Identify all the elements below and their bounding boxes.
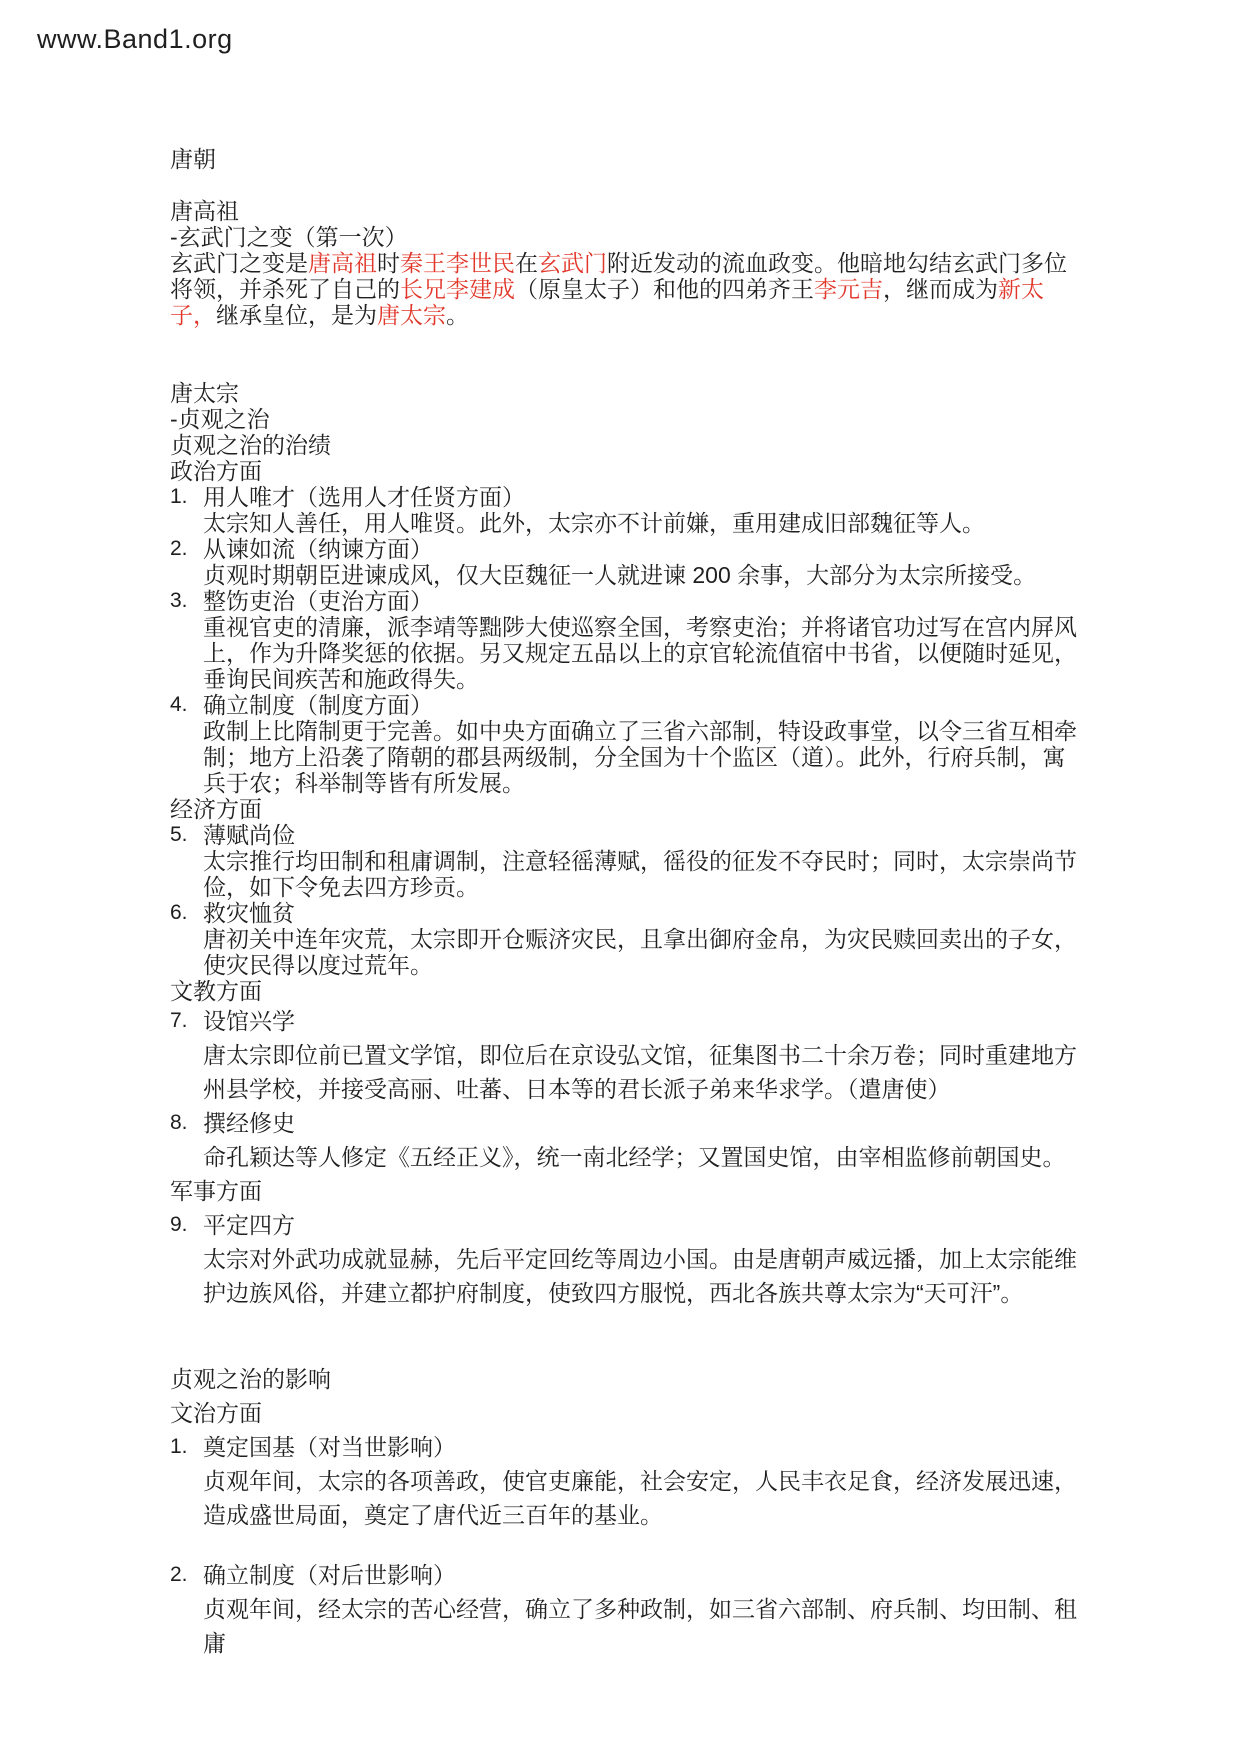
blank-line [170,172,1086,198]
list-item-title: 薄赋尚俭 [203,822,295,848]
list-item-number: 3. [170,589,188,612]
list-item-body: 太宗推行均田制和租庸调制，注意轻徭薄赋，徭役的征发不夺民时；同时，太宗崇尚节俭，如下令免去四方珍贡。 [203,848,1077,900]
section-heading: 唐太宗 [170,380,239,406]
list-item-number: 1. [170,485,188,508]
red-highlight-text: 李元吉 [814,276,883,302]
list-item-title: 平定四方 [203,1212,295,1238]
list-item-content [203,692,1086,796]
list-item-title: 整饬吏治（吏治方面） [203,588,433,614]
list-item-title: 撰经修史 [203,1110,295,1136]
section-heading: 唐高祖 [170,198,239,224]
list-item [170,1430,1086,1532]
list-item-body: 唐太宗即位前已置文学馆，即位后在京设弘文馆，征集图书二十余万卷；同时重建地方州县学校，并接受高丽、吐蕃、日本等的君长派子弟来华求学。（遣唐使） [203,1042,1077,1102]
list-item-title: 确立制度（对后世影响） [203,1562,456,1588]
plain-text: 。 [446,302,469,328]
list-item-content [203,900,1086,978]
list-item-number: 7. [170,1009,188,1032]
list-item-body: 贞观年间，太宗的各项善政，使官吏廉能，社会安定，人民丰衣足食，经济发展迅速，造成盛世局面，奠定了唐代近三百年的基业。 [203,1468,1077,1528]
list-item-body: 太宗知人善任，用人唯贤。此外，太宗亦不计前嫌，重用建成旧部魏征等人。 [203,510,985,536]
list-item-number: 5. [170,823,188,846]
red-highlight-text: 唐太宗 [377,302,446,328]
paragraph [170,250,1086,328]
red-highlight-text: 秦王李世民 [400,250,515,276]
list-item-number: 9. [170,1213,188,1236]
list-item-content [203,1106,1086,1174]
list-item [170,484,1086,536]
red-highlight-text: 唐高祖 [308,250,377,276]
list-item [170,1106,1086,1174]
list-item-title: 设馆兴学 [203,1008,295,1034]
list-item-content [203,1430,1086,1532]
list-item-number: 2. [170,1563,188,1586]
list-item-number: 2. [170,537,188,560]
plain-text: 继承皇位，是为 [216,302,377,328]
sub-heading: -贞观之治 [170,406,270,432]
aspect-heading: 政治方面 [170,458,262,484]
aspect-heading: 经济方面 [170,796,262,822]
list-item [170,692,1086,796]
list-item-body: 太宗对外武功成就显赫，先后平定回纥等周边小国。由是唐朝声威远播，加上太宗能维护边族风俗，并建立都护府制度，使致四方服悦，西北各族共尊太宗为“天可汗”。 [203,1246,1077,1306]
red-highlight-text: 长兄李建成 [400,276,515,302]
plain-text: （原皇太子）和他的四弟齐王 [515,276,814,302]
aspect-heading: 文教方面 [170,978,262,1004]
site-url-text: www.Band1.org [37,24,233,54]
blank-line [170,328,1086,380]
list-item-title: 确立制度（制度方面） [203,692,433,718]
list-item-number: 4. [170,693,188,716]
list-item-number: 6. [170,901,188,924]
plain-text: 附近发动的流血政变。他暗地勾结玄武门多位将领，并杀死了自己的 [170,250,1067,302]
list-item-content [203,1004,1086,1106]
blank-line [170,1310,1086,1362]
list-item [170,1208,1086,1310]
list-item [170,822,1086,900]
list-item [170,536,1086,588]
aspect-heading: 军事方面 [170,1178,262,1204]
list-item [170,1004,1086,1106]
plain-text: 在 [515,250,538,276]
sub-heading: 贞观之治的影响 [170,1366,331,1392]
list-item-content [203,822,1086,900]
list-item-number: 8. [170,1111,188,1134]
list-item-title: 用人唯才（选用人才任贤方面） [203,484,525,510]
list-item-content [203,1558,1086,1660]
red-highlight-text: 新太子， [170,276,1044,328]
list-item-title: 从谏如流（纳谏方面） [203,536,433,562]
blank-line [170,1532,1086,1558]
list-item [170,588,1086,692]
plain-text: 时 [377,250,400,276]
aspect-heading: 文治方面 [170,1400,262,1426]
plain-text: 玄武门之变是 [170,250,308,276]
list-item-body: 政制上比隋制更于完善。如中央方面确立了三省六部制，特设政事堂，以令三省互相牵制；地方上沿袭了隋朝的郡县两级制，分全国为十个监区（道）。此外，行府兵制，寓兵于农；科举制等皆有所发展。 [203,718,1077,796]
list-item [170,1558,1086,1660]
list-item-content [203,1208,1086,1310]
plain-text: ，继而成为 [883,276,998,302]
list-item-title: 奠定国基（对当世影响） [203,1434,456,1460]
list-item-content [203,536,1086,588]
list-item-body: 重视官吏的清廉，派李靖等黜陟大使巡察全国，考察吏治；并将诸官功过写在宫内屏风上，作为升降奖惩的依据。另又规定五品以上的京官轮流值宿中书省，以便随时延见，垂询民间疾苦和施政得失。 [203,614,1077,692]
list-item-body: 贞观时期朝臣进谏成风，仅大臣魏征一人就进谏 200 余事，大部分为太宗所接受。 [203,562,1037,588]
list-item-title: 救灾恤贫 [203,900,295,926]
sub-heading: 贞观之治的治绩 [170,432,331,458]
red-highlight-text: 玄武门 [538,250,607,276]
document-body [170,146,1086,1660]
doc-title: 唐朝 [170,146,216,172]
sub-heading: -玄武门之变（第一次） [170,224,408,250]
list-item [170,900,1086,978]
list-item-body: 命孔颖达等人修定《五经正义》，统一南北经学；又置国史馆，由宰相监修前朝国史。 [203,1144,1066,1170]
list-item-content [203,484,1086,536]
list-item-body: 贞观年间，经太宗的苦心经营，确立了多种政制，如三省六部制、府兵制、均田制、租庸 [203,1596,1077,1656]
list-item-number: 1. [170,1435,188,1458]
list-item-content [203,588,1086,692]
list-item-body: 唐初关中连年灾荒，太宗即开仓赈济灾民，且拿出御府金帛，为灾民赎回卖出的子女，使灾民得以度过荒年。 [203,926,1077,978]
